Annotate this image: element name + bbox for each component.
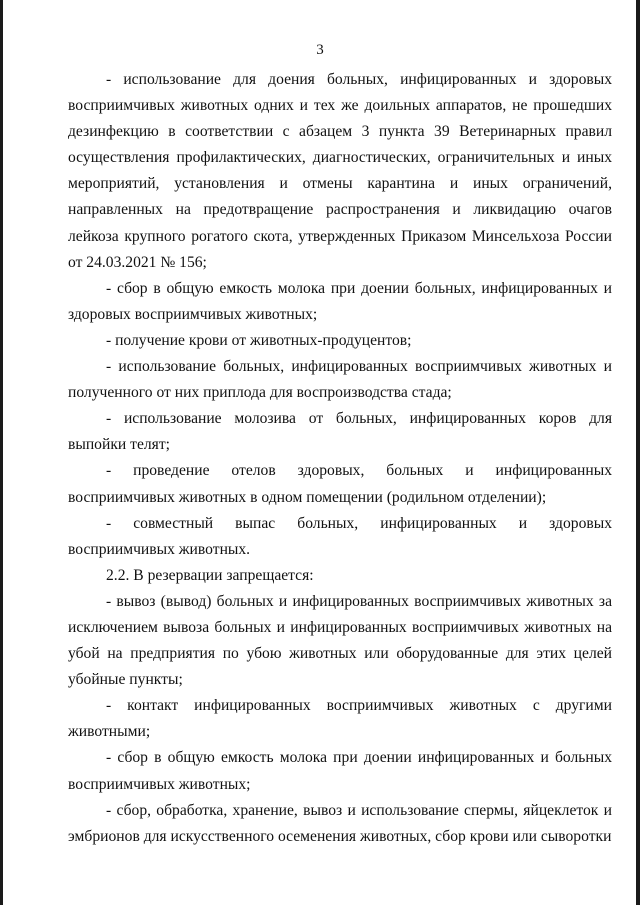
paragraph-export: - вывоз (вывод) больных и инфицированных восприимчивых животных за исключением вывоза больных и инфицированных восприимчивых животных на убой на предприятия по убою животных или оборудованные для этих целей убойные пункты; [68,592,612,689]
section-heading-2-2: 2.2. В резервации запрещается: [106,566,314,584]
paragraph-contact: - контакт инфицированных восприимчивых животных с другими животными; [68,697,612,741]
paragraph-sperm-collection: - сбор, обработка, хранение, вывоз и использование спермы, яйцеклеток и эмбрионов для искусственного осеменения животных, сбор крови или сыворотки [68,801,612,845]
paragraph-milk-collection-reservation: - сбор в общую емкость молока при доении инфицированных и больных восприимчивых животных; [68,749,612,793]
paragraph-blood-collection: - получение крови от животных-продуцентов; [106,331,412,349]
document-body [68,67,612,850]
scan-edge-right [636,0,640,905]
page-number: 3 [316,42,324,58]
paragraph-calving: - проведение отелов здоровых, больных и инфицированных восприимчивых животных в одном помещении (родильном отделении); [68,462,612,506]
paragraph-colostrum: - использование молозива от больных, инфицированных коров для выпойки телят; [68,410,612,454]
paragraph-milking-equipment: - использование для доения больных, инфицированных и здоровых восприимчивых животных одних и тех же доильных аппаратов, не прошедших дезинфекцию в соответствии с абзацем 3 пункта 39 Ветеринарных правил осуществления профилактических, диагностических, ограничительных и иных мероприятий, установления и отмены карантина и иных ограничений, направленных на предотвращение распространения и ликвидацию очагов лейкоза крупного рогатого скота, утвержденных Приказом Минсельхоза России от 24.03.2021 № 156; [68,71,612,271]
paragraph-grazing: - совместный выпас больных, инфицированных и здоровых восприимчивых животных. [68,514,612,558]
scan-edge-left [0,0,3,905]
paragraph-reproduction: - использование больных, инфицированных восприимчивых животных и полученного от них приплода для воспроизводства стада; [68,358,612,402]
paragraph-milk-collection: - сбор в общую емкость молока при доении больных, инфицированных и здоровых восприимчивых животных; [68,279,612,323]
